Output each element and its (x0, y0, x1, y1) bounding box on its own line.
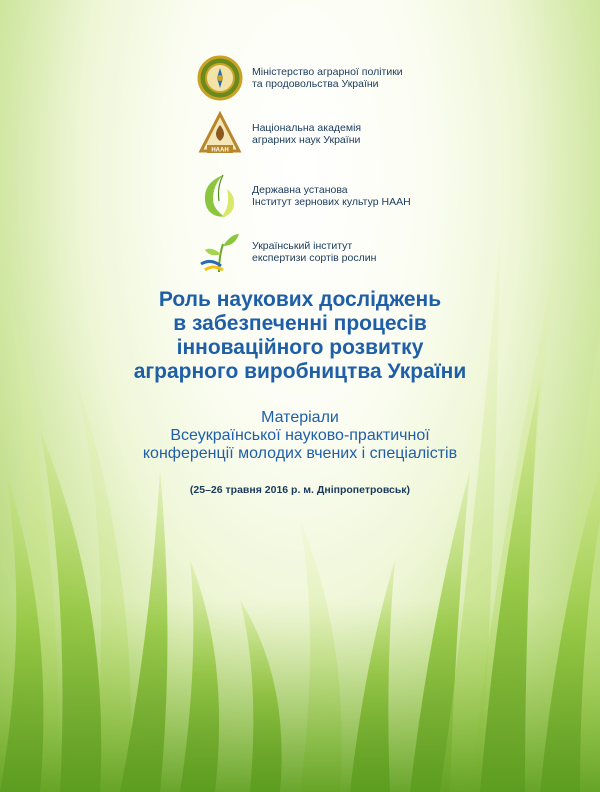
subtitle-line: Матеріали (261, 409, 339, 426)
org-grain-institute (196, 172, 411, 220)
org-name-line2: експертизи сортів рослин (252, 252, 377, 264)
grain-institute-logo-icon (196, 172, 244, 220)
org-naan (196, 110, 361, 158)
org-name-line1: Національна академія (252, 121, 362, 134)
org-name-line1: Державна установа (252, 183, 348, 196)
org-grain-institute-name (252, 184, 411, 209)
org-name-line1: Міністерство аграрної політики (252, 65, 403, 78)
org-naan-name (252, 122, 361, 147)
title-line: інноваційного розвитку (176, 336, 424, 359)
org-ministry-name (252, 66, 403, 91)
org-name-line2: Інститут зернових культур НААН (252, 196, 411, 208)
org-name-line1: Український інститут (252, 239, 353, 252)
org-ministry (196, 54, 403, 102)
subtitle-line: конференції молодих вчених і спеціалістів (142, 445, 458, 462)
naan-emblem-icon (196, 110, 244, 158)
org-name-line2: аграрних наук України (252, 134, 361, 146)
title-line: Роль наукових досліджень (158, 288, 442, 311)
title-line: аграрного виробництва України (133, 360, 467, 383)
subtitle-line: Всеукраїнської науково-практичної (170, 427, 430, 444)
conference-date-location: (25–26 травня 2016 р. м. Дніпропетровськ) (189, 484, 411, 496)
ministry-emblem-icon (196, 54, 244, 102)
sprout-logo-icon (196, 228, 244, 276)
naan-emblem-text: НААН (211, 147, 229, 154)
org-variety-institute-name (252, 240, 376, 265)
document-title (0, 288, 600, 384)
document-subtitle (0, 409, 600, 463)
org-variety-institute (196, 228, 376, 276)
org-name-line2: та продовольства України (252, 78, 379, 90)
title-line: в забезпеченні процесів (173, 312, 427, 335)
